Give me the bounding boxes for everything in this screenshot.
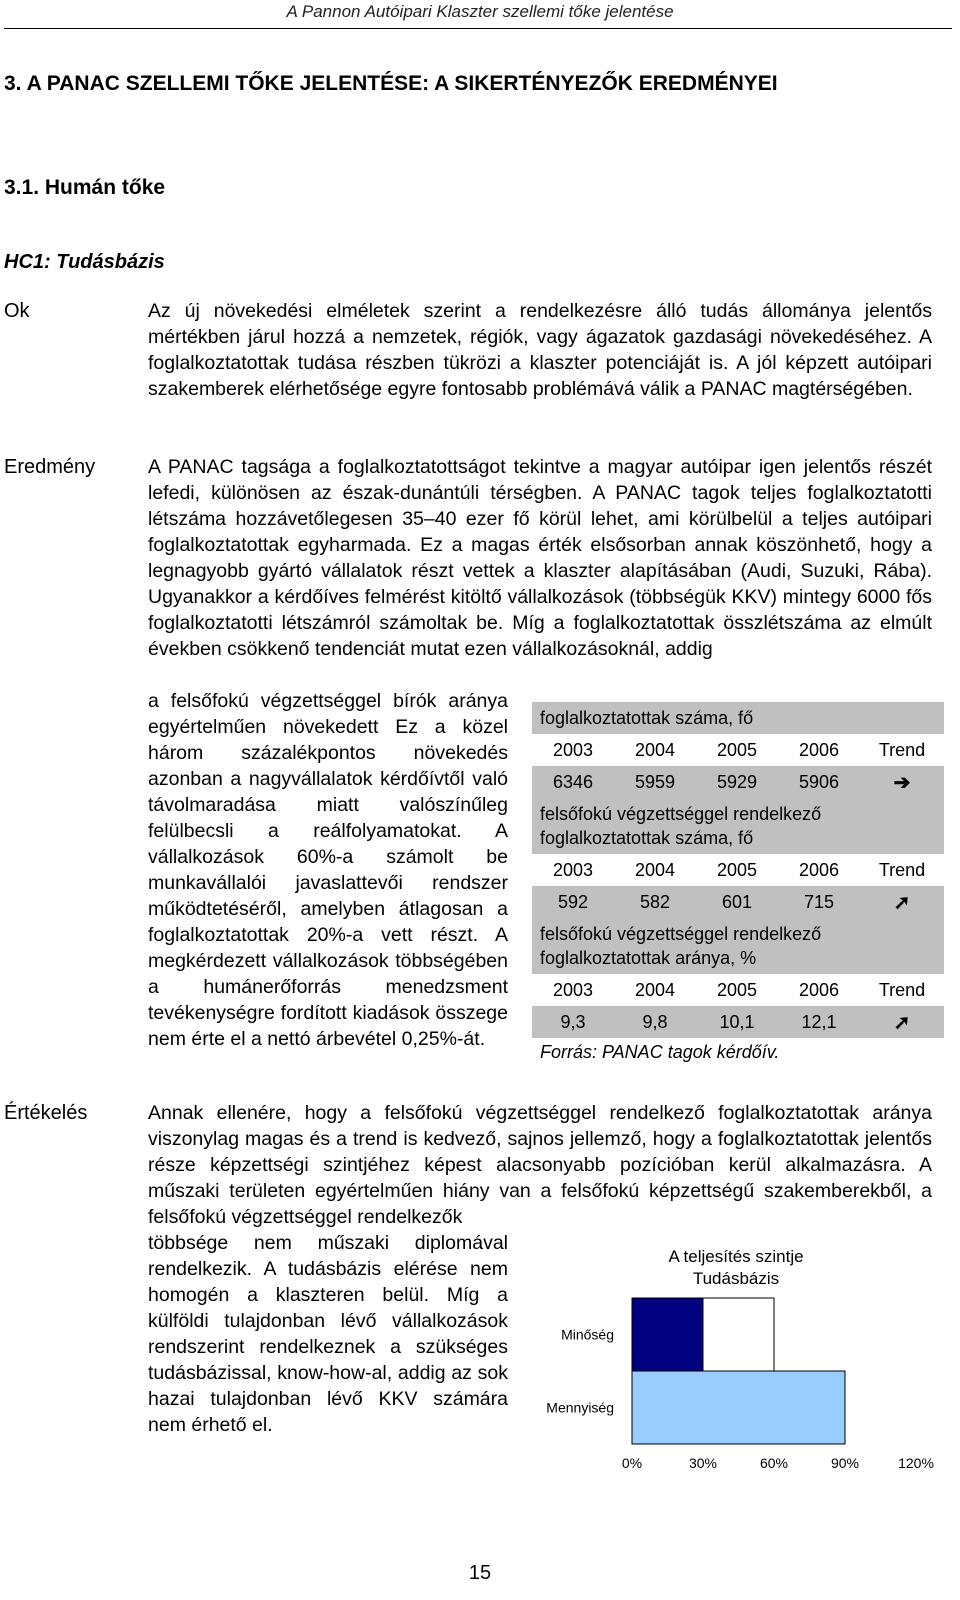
value-cell: 582 [639, 891, 671, 912]
page-number: 15 [468, 1562, 492, 1584]
ok-text: Az új növekedési elméletek szerint a rendelkezésre álló tudás állománya jelentős mértékben járul hozzá a nemzetek, régiók, vagy ágazatok gazdasági növekedéséhez. A foglalkoztatottak tudása részben tükrözi a klaszter potenciáját is. A jól képzett autóipari szakemberek elérhetősége egyre fontosabb problémává válik a PANAC magtérségében. [148, 300, 932, 400]
eredmeny-paragraph-left [148, 688, 508, 1052]
chart-plot-area [546, 1298, 934, 1471]
trend-up-right-arrow-icon: ➚ [893, 891, 911, 914]
employment-table [532, 702, 944, 1063]
year-cell: 2004 [634, 979, 676, 1000]
eredmeny-paragraph-top [148, 454, 932, 662]
ertekeles-text-top: Annak ellenére, hogy a felsőfokú végzettséggel rendelkező foglalkoztatottak aránya viszonylag magas és a trend is kedvező, sajnos jellemző, hogy a foglalkoztatottak jelentős része képzettségi szintjéhez képest alacsonyabb pozícióban kerül alkalmazásra. A műszaki területen egyértelműen hiány van a felsőfokú képzettségű szakemberekből, a felsőfokú végzettséggel rendelkezők [148, 1102, 932, 1228]
value-cell: 12,1 [801, 1011, 837, 1032]
chart-tick-label: 0% [621, 1455, 643, 1471]
eredmeny-text-left: a felsőfokú végzettséggel bírók aránya egyértelműen növekedett Ez a közel három százalékpontos növekedés azonban a nagyvállalatok kérdőívtől való távolmaradása miatt valószínűleg felülbecsli a reálfolyamatokat. A vállalkozások 60%-a számolt be munkavállalói javaslattevői rendszer működtetéséről, amelyben átlagosan a foglalkoztatottak 20%-a vett részt. A megkérdezett vállalkozások többségében a humánerőforrás menedzsment tevékenységre fordított kiadások összege nem érte el a nettó árbevétel 0,25%-át. [148, 690, 508, 1050]
chart-category-label: Minőség [561, 1326, 614, 1343]
chart-category-label: Mennyiség [546, 1399, 614, 1416]
trend-header-cell: Trend [878, 739, 926, 760]
section-title: 3. A PANAC SZELLEMI TŐKE JELENTÉSE: A SIKERTÉNYEZŐK EREDMÉNYEI [4, 72, 778, 95]
performance-chart [540, 1238, 944, 1548]
table-years-row [532, 974, 944, 1006]
chart-tick-label: 30% [688, 1455, 718, 1471]
subsection-title: 3.1. Humán tőke [4, 176, 166, 199]
value-cell: 10,1 [719, 1011, 755, 1032]
value-cell: 715 [803, 891, 835, 912]
trend-header-cell: Trend [878, 979, 926, 1000]
header-rule [4, 28, 952, 29]
chart-svg [540, 1238, 944, 1548]
ertekeles-text-left: többsége nem műszaki diplomával rendelkezik. A tudásbázis elérése nem homogén a klaszteren belül. Míg a külföldi tulajdonban lévő vállalkozások rendszerint rendelkeznek a szükséges tudásbázissal, know-how-al, addig az sok hazai tulajdonban lévő KKV számára nem érhető el. [148, 1232, 508, 1436]
table-values-row [532, 766, 944, 798]
year-cell: 2003 [552, 859, 594, 880]
chart-subtitle: Tudásbázis [692, 1269, 780, 1288]
year-cell: 2005 [716, 739, 758, 760]
chart-tick-label: 90% [830, 1455, 860, 1471]
eredmeny-text-top: A PANAC tagsága a foglalkoztatottságot tekintve a magyar autóipar igen jelentős részét lefedi, különösen az észak-dunántúli térségben. A PANAC tagok teljes foglalkoztatotti létszáma hozzávetőlegesen 35–40 ezer fő körül lehet, ami körülbelül a teljes autóipari foglalkoztatottak egyharmada. Ez a magas érték elsősorban annak köszönhető, hogy a legnagyobb gyártó vállalatok részt vettek a klaszter alapításában (Audi, Suzuki, Rába). Ugyanakkor a kérdőíves felmérést kitöltő vállalkozások (többségük KKV) mintegy 6000 fős foglalkoztatotti létszámról számoltak be. Míg a foglalkoztatottak összlétszáma az elmúlt években csökkenő tendenciát mutat ezen vállalkozásoknál, addig [148, 456, 932, 660]
year-cell: 2004 [634, 739, 676, 760]
value-cell: 5959 [634, 771, 676, 792]
value-cell: 601 [721, 891, 753, 912]
table-block-3 [532, 918, 944, 1038]
year-cell: 2003 [552, 739, 594, 760]
hc-title: HC1: Tudásbázis [4, 251, 165, 273]
ertekeles-paragraph-left [148, 1230, 508, 1438]
value-cell: 592 [557, 891, 589, 912]
value-cell: 5906 [798, 771, 840, 792]
trend-up-right-arrow-icon: ➚ [893, 1011, 911, 1034]
ertekeles-paragraph-top [148, 1100, 932, 1230]
table-block-title: felsőfokú végzettséggel rendelkező foglalkoztatottak aránya, % [532, 918, 944, 974]
table-block-title: foglalkoztatottak száma, fő [532, 702, 944, 734]
running-header: A Pannon Autóipari Klaszter szellemi tőke jelentése [286, 2, 674, 21]
value-cell: 9,3 [560, 1011, 586, 1032]
label-ok: Ok [4, 300, 30, 322]
label-eredmeny: Eredmény [4, 456, 96, 478]
table-values-row [532, 886, 944, 918]
trend-right-arrow-icon: ➔ [893, 771, 911, 794]
table-values-row [532, 1006, 944, 1038]
year-cell: 2005 [716, 979, 758, 1000]
year-cell: 2006 [798, 859, 840, 880]
chart-bar [632, 1371, 845, 1444]
value-cell: 5929 [716, 771, 758, 792]
table-years-row [532, 854, 944, 886]
table-block-title: felsőfokú végzettséggel rendelkező foglalkoztatottak száma, fő [532, 798, 944, 854]
trend-header-cell: Trend [878, 859, 926, 880]
year-cell: 2004 [634, 859, 676, 880]
table-block-1 [532, 702, 944, 798]
ok-paragraph [148, 298, 932, 402]
value-cell: 6346 [552, 771, 594, 792]
chart-tick-label: 120% [898, 1455, 934, 1471]
table-years-row [532, 734, 944, 766]
chart-tick-label: 60% [759, 1455, 789, 1471]
year-cell: 2006 [798, 979, 840, 1000]
value-cell: 9,8 [642, 1011, 668, 1032]
label-ertekeles: Értékelés [4, 1102, 88, 1124]
year-cell: 2003 [552, 979, 594, 1000]
year-cell: 2006 [798, 739, 840, 760]
year-cell: 2005 [716, 859, 758, 880]
table-block-2 [532, 798, 944, 918]
chart-bar [632, 1298, 703, 1371]
chart-title: A teljesítés szintje [668, 1247, 804, 1266]
table-source: Forrás: PANAC tagok kérdőív. [540, 1042, 780, 1062]
